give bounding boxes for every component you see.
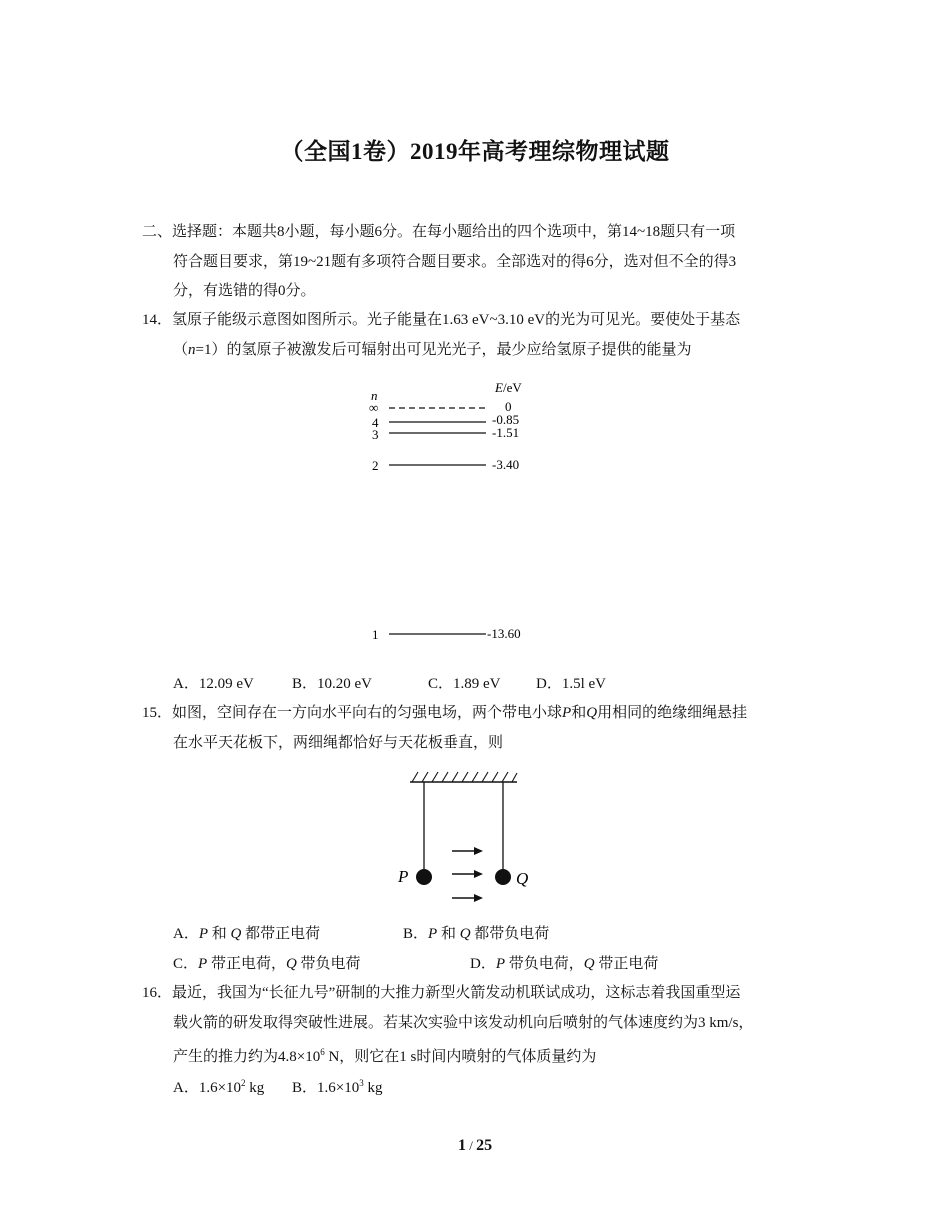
question-text-line-2: （n=1）的氢原子被激发后可辐射出可见光光子，最少应给氢原子提供的能量为 — [173, 341, 692, 358]
section-line-2: 符合题目要求，第19~21题有多项符合题目要求。全部选对的得6分，选对但不全的得3 — [173, 253, 737, 270]
option-c: C．1.89 eV — [428, 676, 501, 692]
option-a: A．P 和 Q 都带正电荷 — [173, 926, 321, 942]
label-p: P — [398, 867, 409, 886]
e-axis-label: E/eV — [495, 380, 522, 395]
question-number: 16． — [142, 985, 173, 1001]
level-n-3: 3 — [372, 427, 379, 442]
question-text-line-1: 氢原子能级示意图如图所示。光子能量在1.63 eV~3.10 eV的光为可见光。要使处于基态 — [172, 312, 741, 328]
question-text-line-2: 载火箭的研发取得突破性进展。若某次实验中该发动机向后喷射的气体速度约为3 km/s， — [173, 1014, 754, 1031]
level-energy-2: -3.40 — [492, 457, 520, 472]
question-text-line-3: 产生的推力约为$4.8\times 10^6$ N，则它在1 s时间内喷射的气体质量约为 — [173, 1047, 597, 1066]
option-b: B．$1.6\times 10^3$ kg — [292, 1078, 383, 1096]
option-a: A．12.09 eV — [173, 676, 254, 692]
question-text-line-1: 最近，我国为“长征九号”研制的大推力新型火箭发动机联试成功，这标志着我国重型运 — [172, 985, 741, 1001]
question-number: 14． — [142, 312, 173, 328]
question-number: 15． — [142, 705, 173, 721]
option-d: D．1.5l eV — [536, 676, 606, 692]
question-14 — [142, 306, 814, 365]
field-arrows — [452, 847, 483, 902]
level-n-4: 4 — [372, 415, 379, 430]
option-d: D．P 带负电荷，Q 带正电荷 — [470, 956, 659, 972]
section-line-1: 二、选择题：本题共8小题，每小题6分。在每小题给出的四个选项中，第14~18题只有一项 — [142, 224, 736, 240]
level-energy-inf: 0 — [505, 399, 512, 414]
question-15 — [142, 699, 814, 758]
question-text-line-1: 如图，空间存在一方向水平向右的匀强电场，两个带电小球P和Q用相同的绝缘细绳悬挂 — [172, 705, 748, 721]
section-instructions — [142, 218, 814, 307]
option-a: A．$1.6\times 10^2$ kg — [173, 1078, 265, 1096]
ball-q — [495, 869, 511, 885]
level-energy-1: -13.60 — [487, 626, 521, 641]
level-n-inf: ∞ — [369, 400, 379, 415]
question-text-line-2: 在水平天花板下，两细绳都恰好与天花板垂直，则 — [173, 734, 504, 751]
page-number: 1 / 25 — [457, 1137, 493, 1154]
ball-p — [416, 869, 432, 885]
level-n-1: 1 — [372, 627, 379, 642]
ceiling-hatch — [412, 772, 517, 782]
question-16 — [142, 979, 814, 1073]
level-energy-4: -0.85 — [492, 412, 520, 427]
section-line-3: 分，有选错的得0分。 — [173, 283, 316, 300]
level-n-2: 2 — [372, 458, 379, 473]
page-title: （全国1卷）2019年高考理综物理试题 — [280, 139, 670, 164]
level-energy-3: -1.51 — [492, 425, 520, 440]
charged-balls-diagram — [390, 765, 540, 910]
option-c: C．P 带正电荷，Q 带负电荷 — [173, 956, 361, 972]
n-axis-label: n — [371, 388, 378, 403]
option-b: B．P 和 Q 都带负电荷 — [403, 926, 550, 942]
option-b: B．10.20 eV — [292, 676, 372, 692]
energy-level-diagram — [360, 375, 560, 650]
label-q: Q — [516, 869, 529, 888]
